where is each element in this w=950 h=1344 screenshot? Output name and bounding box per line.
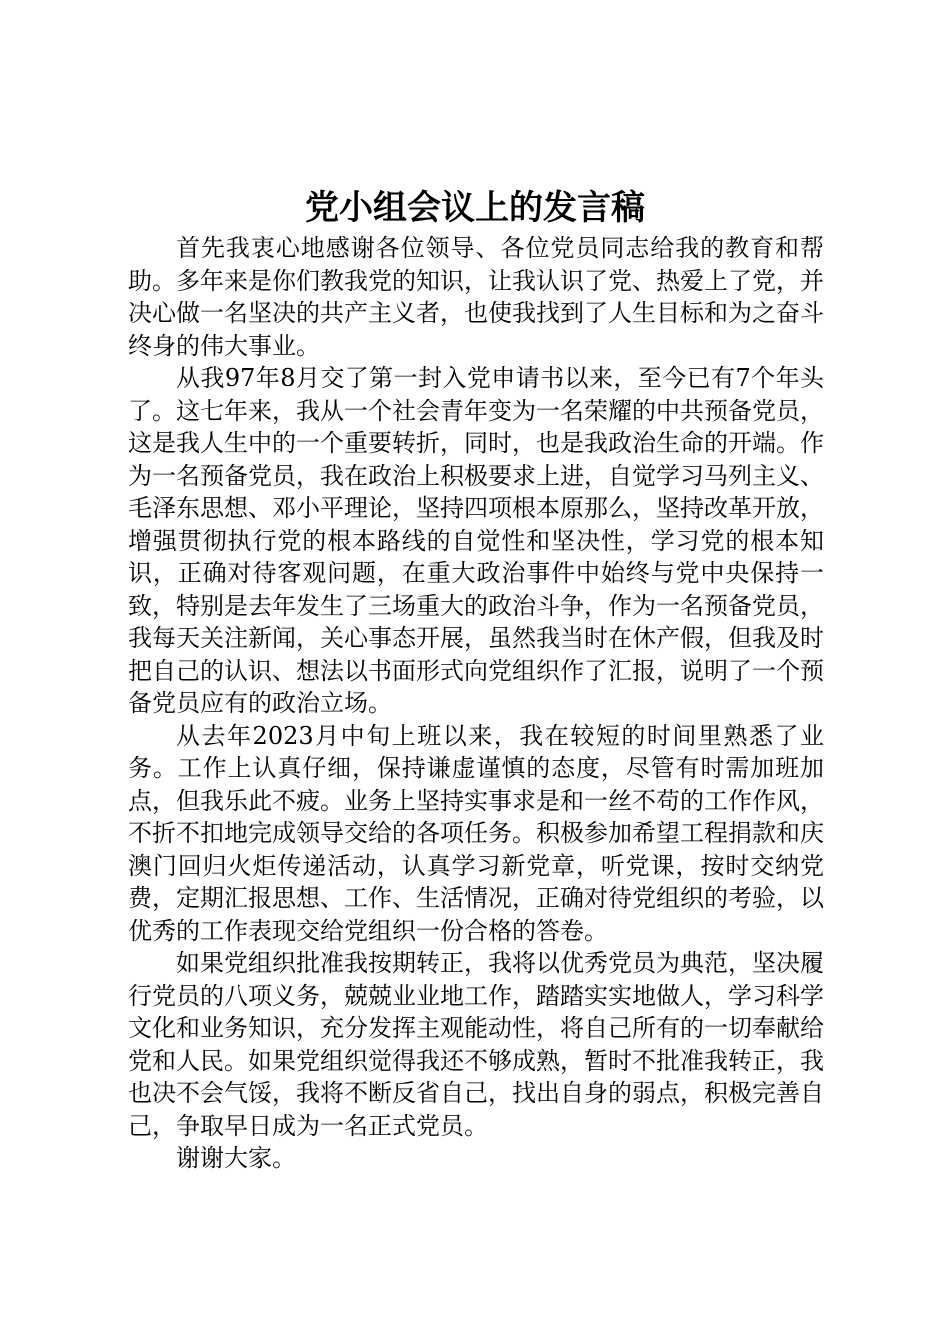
paragraph-commitment: 如果党组织批准我按期转正，我将以优秀党员为典范，坚决履行党员的八项义务，兢兢业业地工作，踏踏实实地做人，学习科学文化和业务知识，充分发挥主观能动性，将自己所有的一切奉献给党和人民。如果党组织觉得我还不够成熟，暂时不批准我转正，我也决不会气馁，我将不断反省自己，找出自身的弱点，积极完善自己，争取早日成为一名正式党员。 xyxy=(128,949,824,1140)
paragraph-thanks: 谢谢大家。 xyxy=(176,1144,296,1172)
paragraph-work-performance: 从去年2023月中旬上班以来，我在较短的时间里熟悉了业务。工作上认真仔细，保持谦虚谨慎的态度，尽管有时需加班加点，但我乐此不疲。业务上坚持实事求是和一丝不苟的工作作风，不折不扣地完成领导交给的各项任务。积极参加希望工程捐款和庆澳门回归火炬传递活动，认真学习新党章，听党课，按时交纳党费，定期汇报思想、工作、生活情况，正确对待党组织的考验，以优秀的工作表现交给党组织一份合格的答卷。 xyxy=(128,721,824,945)
paragraph-gratitude: 首先我衷心地感谢各位领导、各位党员同志给我的教育和帮助。多年来是你们教我党的知识，让我认识了党、热爱上了党，并决心做一名坚决的共产主义者，也使我找到了人生目标和为之奋斗终身的伟大事业。 xyxy=(128,234,824,360)
document-body xyxy=(128,232,824,1175)
paragraph-party-history: 从我97年8月交了第一封入党申请书以来，至今已有7个年头了。这七年来，我从一个社会青年变为一名荣耀的中共预备党员，这是我人生中的一个重要转折，同时，也是我政治生命的开端。作为一名预备党员，我在政治上积极要求上进，自觉学习马列主义、毛泽东思想、邓小平理论，坚持四项根本原那么，坚持改革开放，增强贯彻执行党的根本路线的自觉性和坚决性，学习党的根本知识，正确对待客观问题，在重大政治事件中始终与党中央保持一致，特别是去年发生了三场重大的政治斗争，作为一名预备党员，我每天关注新闻，关心事态开展，虽然我当时在休产假，但我及时把自己的认识、想法以书面形式向党组织作了汇报，说明了一个预备党员应有的政治立场。 xyxy=(128,364,824,717)
document-title: 党小组会议上的发言稿 xyxy=(305,188,645,228)
